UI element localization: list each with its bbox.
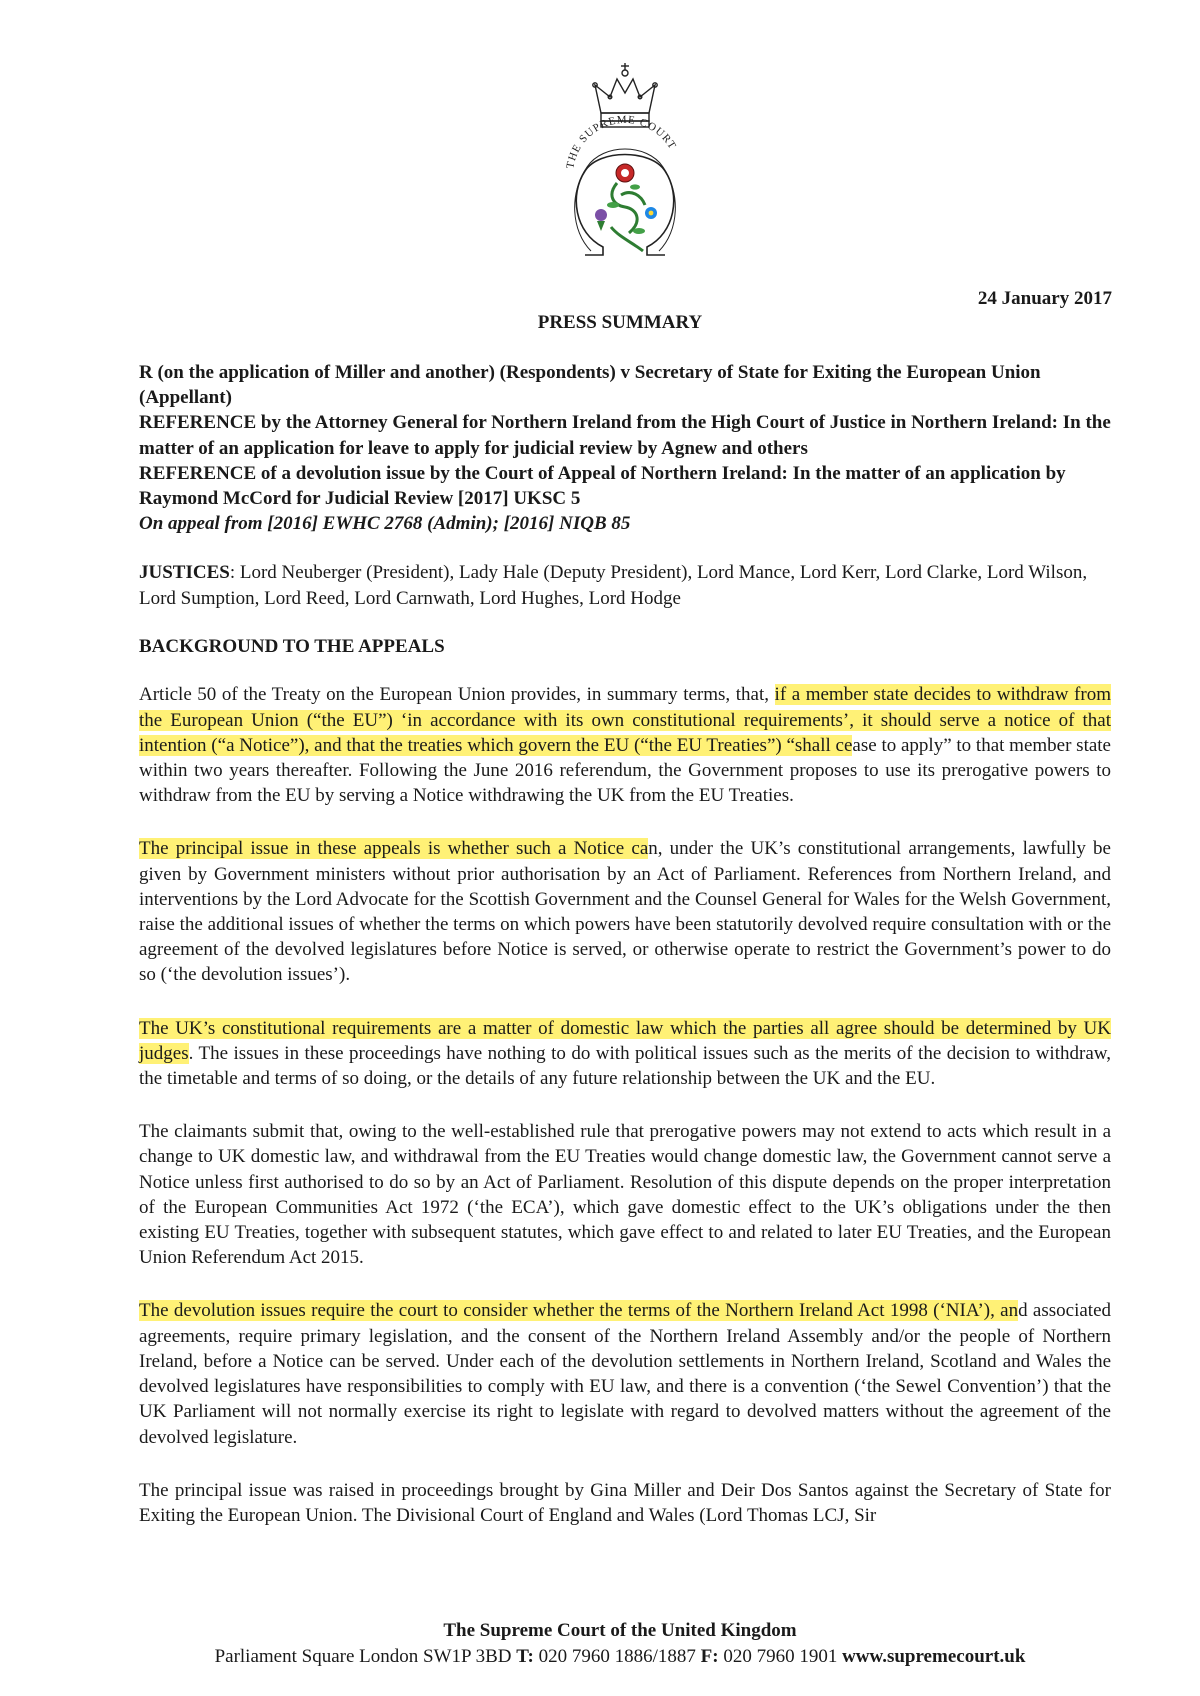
paragraph-1: [139, 682, 1111, 808]
section-heading: BACKGROUND TO THE APPEALS: [139, 636, 445, 658]
footer-address: Parliament Square London SW1P 3BD: [214, 1646, 517, 1667]
justices-names: : Lord Neuberger (President), Lady Hale (Deputy President), Lord Mance, Lord Kerr, Lord Clarke, Lord Wilson, Lord Sumption, Lord Reed, Lord Carnwath, Lord Hughes, Lord Hodge: [139, 562, 1088, 610]
paragraph-3: [139, 1016, 1111, 1092]
supreme-court-crest-logo: [555, 55, 695, 275]
paragraph-5: [139, 1298, 1111, 1449]
case-title-line-2: REFERENCE by the Attorney General for Northern Ireland from the High Court of Justice in Northern Ireland: In the matter of an application for leave to apply for judicial review by Agnew and others: [139, 412, 1111, 459]
thistle-icon: [595, 209, 607, 231]
footer-contact: [0, 1646, 1200, 1668]
document-date: 24 January 2017: [977, 288, 1112, 309]
paragraph-4: The claimants submit that, owing to the well-established rule that prerogative powers may not extend to acts which result in a change to UK domestic law, and withdrawal from the EU Treaties would change domestic law, the Government cannot serve a Notice unless first authorised to do so by an Act of Parliament. Resolution of this dispute depends on the proper interpretation of the European Communities Act 1972 (‘the ECA’), which gave domestic effect to the UK’s obligations under the then existing EU Treaties, together with subsequent statutes, which gave effect to and related to later EU Treaties, and the European Union Referendum Act 2015.: [139, 1121, 1111, 1269]
paragraph-5-rest: d associated agreements, require primary legislation, and the consent of the Northern Ireland Assembly and/or the people of Northern Ireland, before a Notice can be served. Under each of the devolution settlements in Northern Ireland, Scotland and Wales the devolved legislatures have responsibilities to comply with EU law, and there is a convention (‘the Sewel Convention’) that the UK Parliament will not normally exercise its right to legislate with regard to devolved matters without the agreement of the devolved legislature.: [139, 1300, 1111, 1448]
paragraph-1-rest: ase to apply” to that member state within two years thereafter. Following the June 2016 referendum, the Government proposes to use its prerogative powers to withdraw from the EU by serving a Notice withdrawing the UK from the EU Treaties.: [139, 734, 1111, 807]
paragraph-5-highlight: The devolution issues require the court to consider whether the terms of the Northern Ireland Act 1998 (‘NIA’), an: [139, 1300, 1019, 1322]
rose-icon: [616, 164, 634, 182]
footer-website-link[interactable]: www.supremecourt.uk: [842, 1646, 1026, 1667]
justices-label: JUSTICES: [139, 562, 230, 584]
paragraph-2-highlight: The principal issue in these appeals is whether such a Notice ca: [139, 838, 649, 860]
paragraph-6: The principal issue was raised in proceedings brought by Gina Miller and Deir Dos Santos against the Secretary of State for Exiting the European Union. The Divisional Court of England and Wales (Lord Thomas LCJ, Sir: [139, 1479, 1111, 1526]
crest-motto: THE SUPREME COURT: [564, 113, 679, 170]
paragraphs: [139, 682, 1111, 1528]
paragraph-3-rest: . The issues in these proceedings have nothing to do with political issues such as the merits of the decision to withdraw, the timetable and terms of so doing, or the details of any future relationship between the UK and the EU.: [139, 1042, 1111, 1090]
case-title: [139, 360, 1111, 536]
paragraph-2-rest: n, under the UK’s constitutional arrangements, lawfully be given by Government ministers without prior authorisation by an Act of Parliament. References from Northern Ireland, and interventions by the Lord Advocate for the Scottish Government and the Counsel General for Wales for the Welsh Government, raise the additional issues of whether the terms on which powers have been statutorily devolved require consultation with or the agreement of the devolved legislatures before Notice is served, or otherwise operate to restrict the Government’s power to do so (‘the devolution issues’).: [139, 838, 1111, 986]
footer-tel-label: T:: [516, 1646, 534, 1667]
paragraph-1-text: Article 50 of the Treaty on the European Union provides, in summary terms, that,: [139, 684, 775, 706]
document-heading: PRESS SUMMARY: [537, 312, 703, 333]
justices-line: [139, 560, 1111, 612]
footer-fax: 020 7960 1901: [718, 1646, 843, 1667]
footer-tel: 020 7960 1886/1887: [533, 1646, 701, 1667]
footer-court-name: The Supreme Court of the United Kingdom: [443, 1620, 797, 1641]
footer-fax-label: F:: [700, 1646, 719, 1667]
appeal-from: On appeal from [2016] EWHC 2768 (Admin); [2016] NIQB 85: [139, 513, 631, 535]
paragraph-1-highlight: if a member state decides to withdraw from the European Union (“the EU”) ‘in accordance with its own constitutional requirements’, it should serve a notice of that intention (“a Notice”), and that the treaties which govern the EU (“the EU Treaties”) “shall ce: [139, 684, 1111, 756]
paragraph-3-highlight: The UK’s constitutional requirements are a matter of domestic law which the parties all agree should be determined by UK judges: [139, 1017, 1111, 1064]
case-title-line-3: REFERENCE of a devolution issue by the Court of Appeal of Northern Ireland: In the matter of an application by Raymond McCord for Judicial Review [2017] UKSC 5: [139, 462, 1066, 510]
flax-flower-icon: [645, 207, 657, 219]
paragraph-2: [139, 836, 1111, 987]
document-body: [139, 360, 1111, 1528]
svg-text:THE SUPREME COURT: [564, 114, 678, 170]
case-title-line-1: R (on the application of Miller and another) (Respondents) v Secretary of State for Exiting the European Union (Appellant): [139, 362, 1041, 409]
